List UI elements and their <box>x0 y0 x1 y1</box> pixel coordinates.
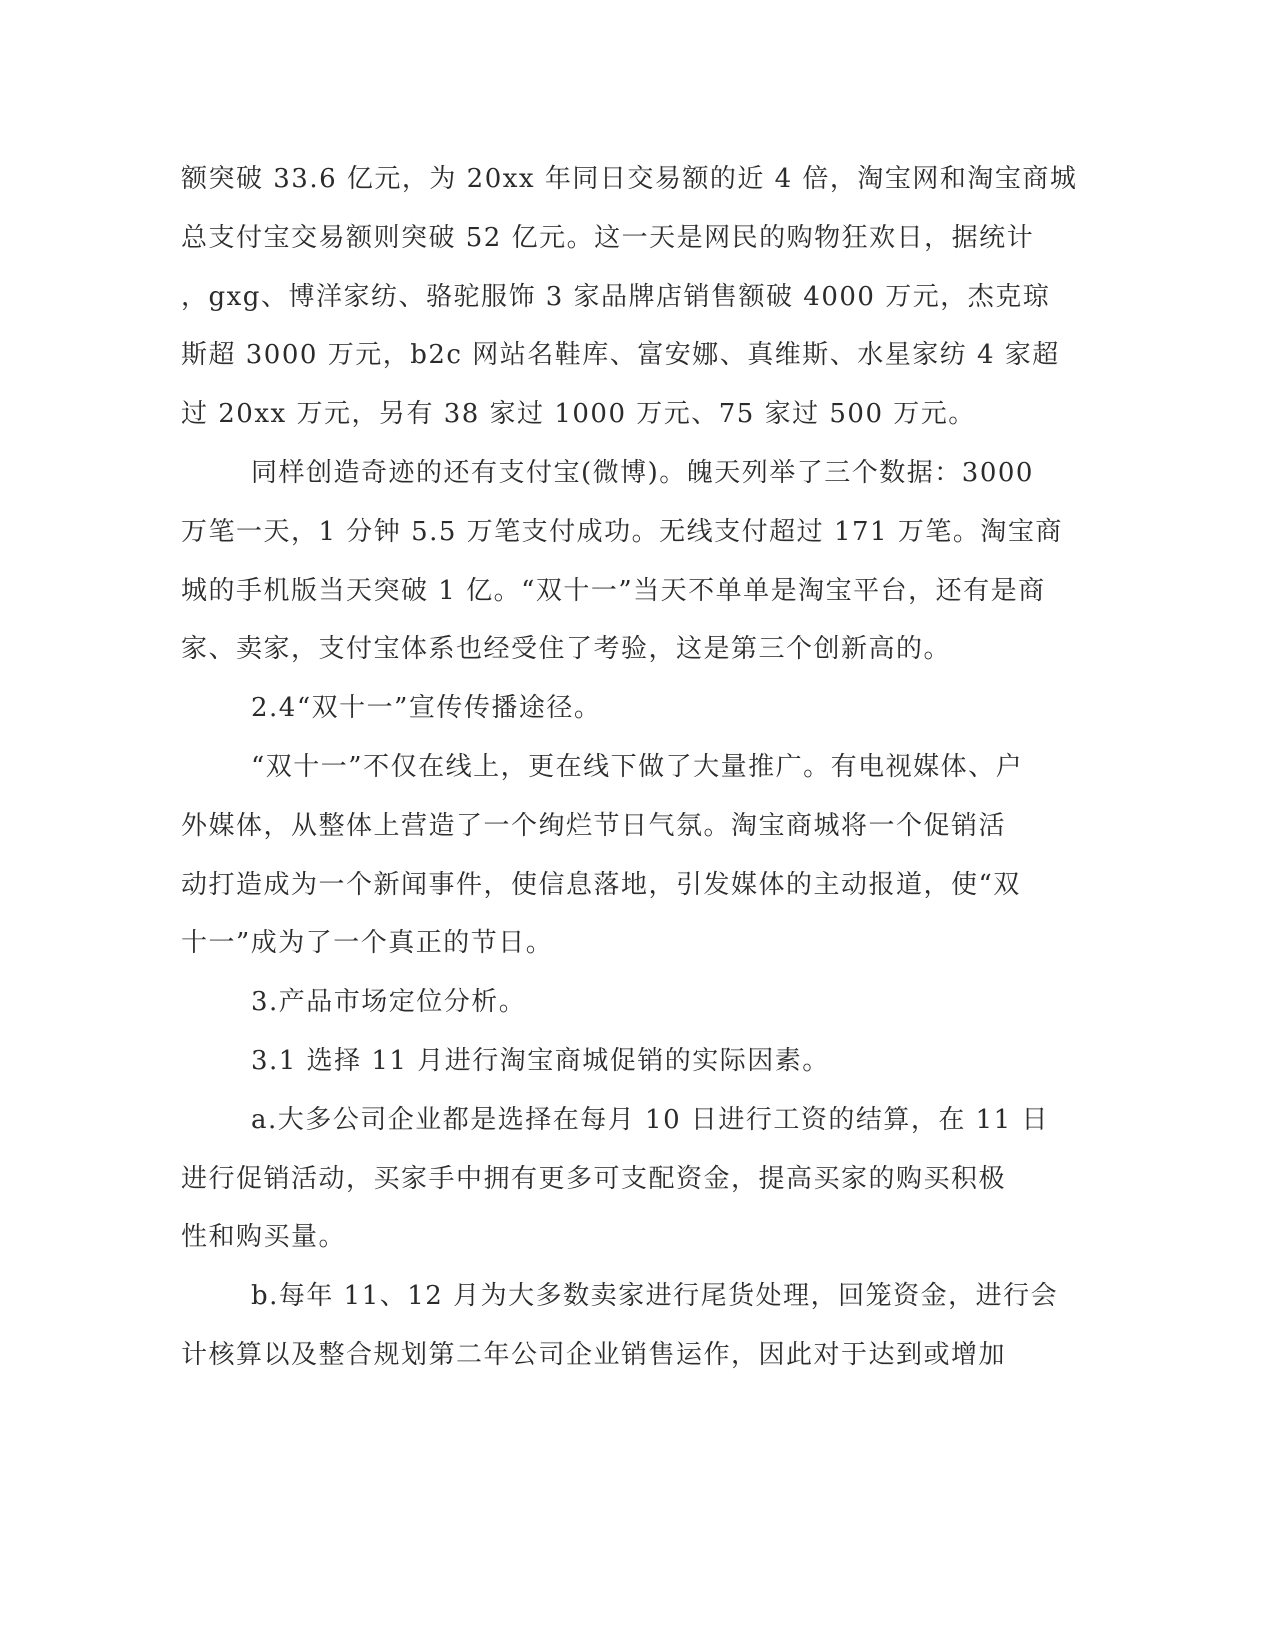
heading-text: 3.1 选择 11 月进行淘宝商城促销的实际因素。 <box>251 1045 830 1076</box>
section-heading-3 <box>181 973 1036 1032</box>
text-line: 外媒体，从整体上营造了一个绚烂节日气氛。淘宝商城将一个促销活 <box>181 810 1007 841</box>
section-heading-2-4 <box>181 679 1036 738</box>
paragraph-factor-b <box>181 1267 1059 1385</box>
text-line: 计核算以及整合规划第二年公司企业销售运作，因此对于达到或增加 <box>181 1339 1007 1370</box>
text-line: ，gxg、博洋家纺、骆驼服饰 3 家品牌店销售额破 4000 万元，杰克琼 <box>181 281 1051 312</box>
paragraph-factor-a <box>181 1091 1049 1267</box>
text-line: 家、卖家，支付宝体系也经受住了考验，这是第三个创新高的。 <box>181 634 952 665</box>
text-line: 万笔一天，1 分钟 5.5 万笔支付成功。无线支付超过 171 万笔。淘宝商 <box>181 516 1063 547</box>
text-line: 同样创造奇迹的还有支付宝(微博)。魄天列举了三个数据：3000 <box>251 457 1034 488</box>
paragraph-sales-results <box>181 150 1078 444</box>
text-line: 性和购买量。 <box>181 1222 347 1253</box>
text-line: 斯超 3000 万元，b2c 网站名鞋库、富安娜、真维斯、水星家纺 4 家超 <box>181 340 1060 371</box>
document-body <box>181 150 1078 1385</box>
text-line: 动打造成为一个新闻事件，使信息落地，引发媒体的主动报道，使“双 <box>181 869 1021 900</box>
text-line: 十一”成为了一个真正的节日。 <box>181 928 554 959</box>
text-line: “双十一”不仅在线上，更在线下做了大量推广。有电视媒体、户 <box>251 751 1024 782</box>
text-line: 进行促销活动，买家手中拥有更多可支配资金，提高买家的购买积极 <box>181 1163 1007 1194</box>
paragraph-promotion-channels <box>181 738 1036 973</box>
text-line: a.大多公司企业都是选择在每月 10 日进行工资的结算，在 11 日 <box>251 1104 1049 1135</box>
text-line: b.每年 11、12 月为大多数卖家进行尾货处理，回笼资金，进行会 <box>251 1281 1059 1312</box>
heading-text: 2.4“双十一”宣传传播途径。 <box>251 693 602 724</box>
section-heading-3-1 <box>181 1032 1036 1091</box>
text-line: 城的手机版当天突破 1 亿。“双十一”当天不单单是淘宝平台，还有是商 <box>181 575 1046 606</box>
text-line: 过 20xx 万元，另有 38 家过 1000 万元、75 家过 500 万元。 <box>181 399 976 430</box>
text-line: 额突破 33.6 亿元，为 20xx 年同日交易额的近 4 倍，淘宝网和淘宝商城 <box>181 164 1078 194</box>
paragraph-alipay-records <box>181 444 1063 679</box>
heading-text: 3.产品市场定位分析。 <box>251 987 527 1018</box>
text-line: 总支付宝交易额则突破 52 亿元。这一天是网民的购物狂欢日，据统计 <box>181 222 1035 253</box>
